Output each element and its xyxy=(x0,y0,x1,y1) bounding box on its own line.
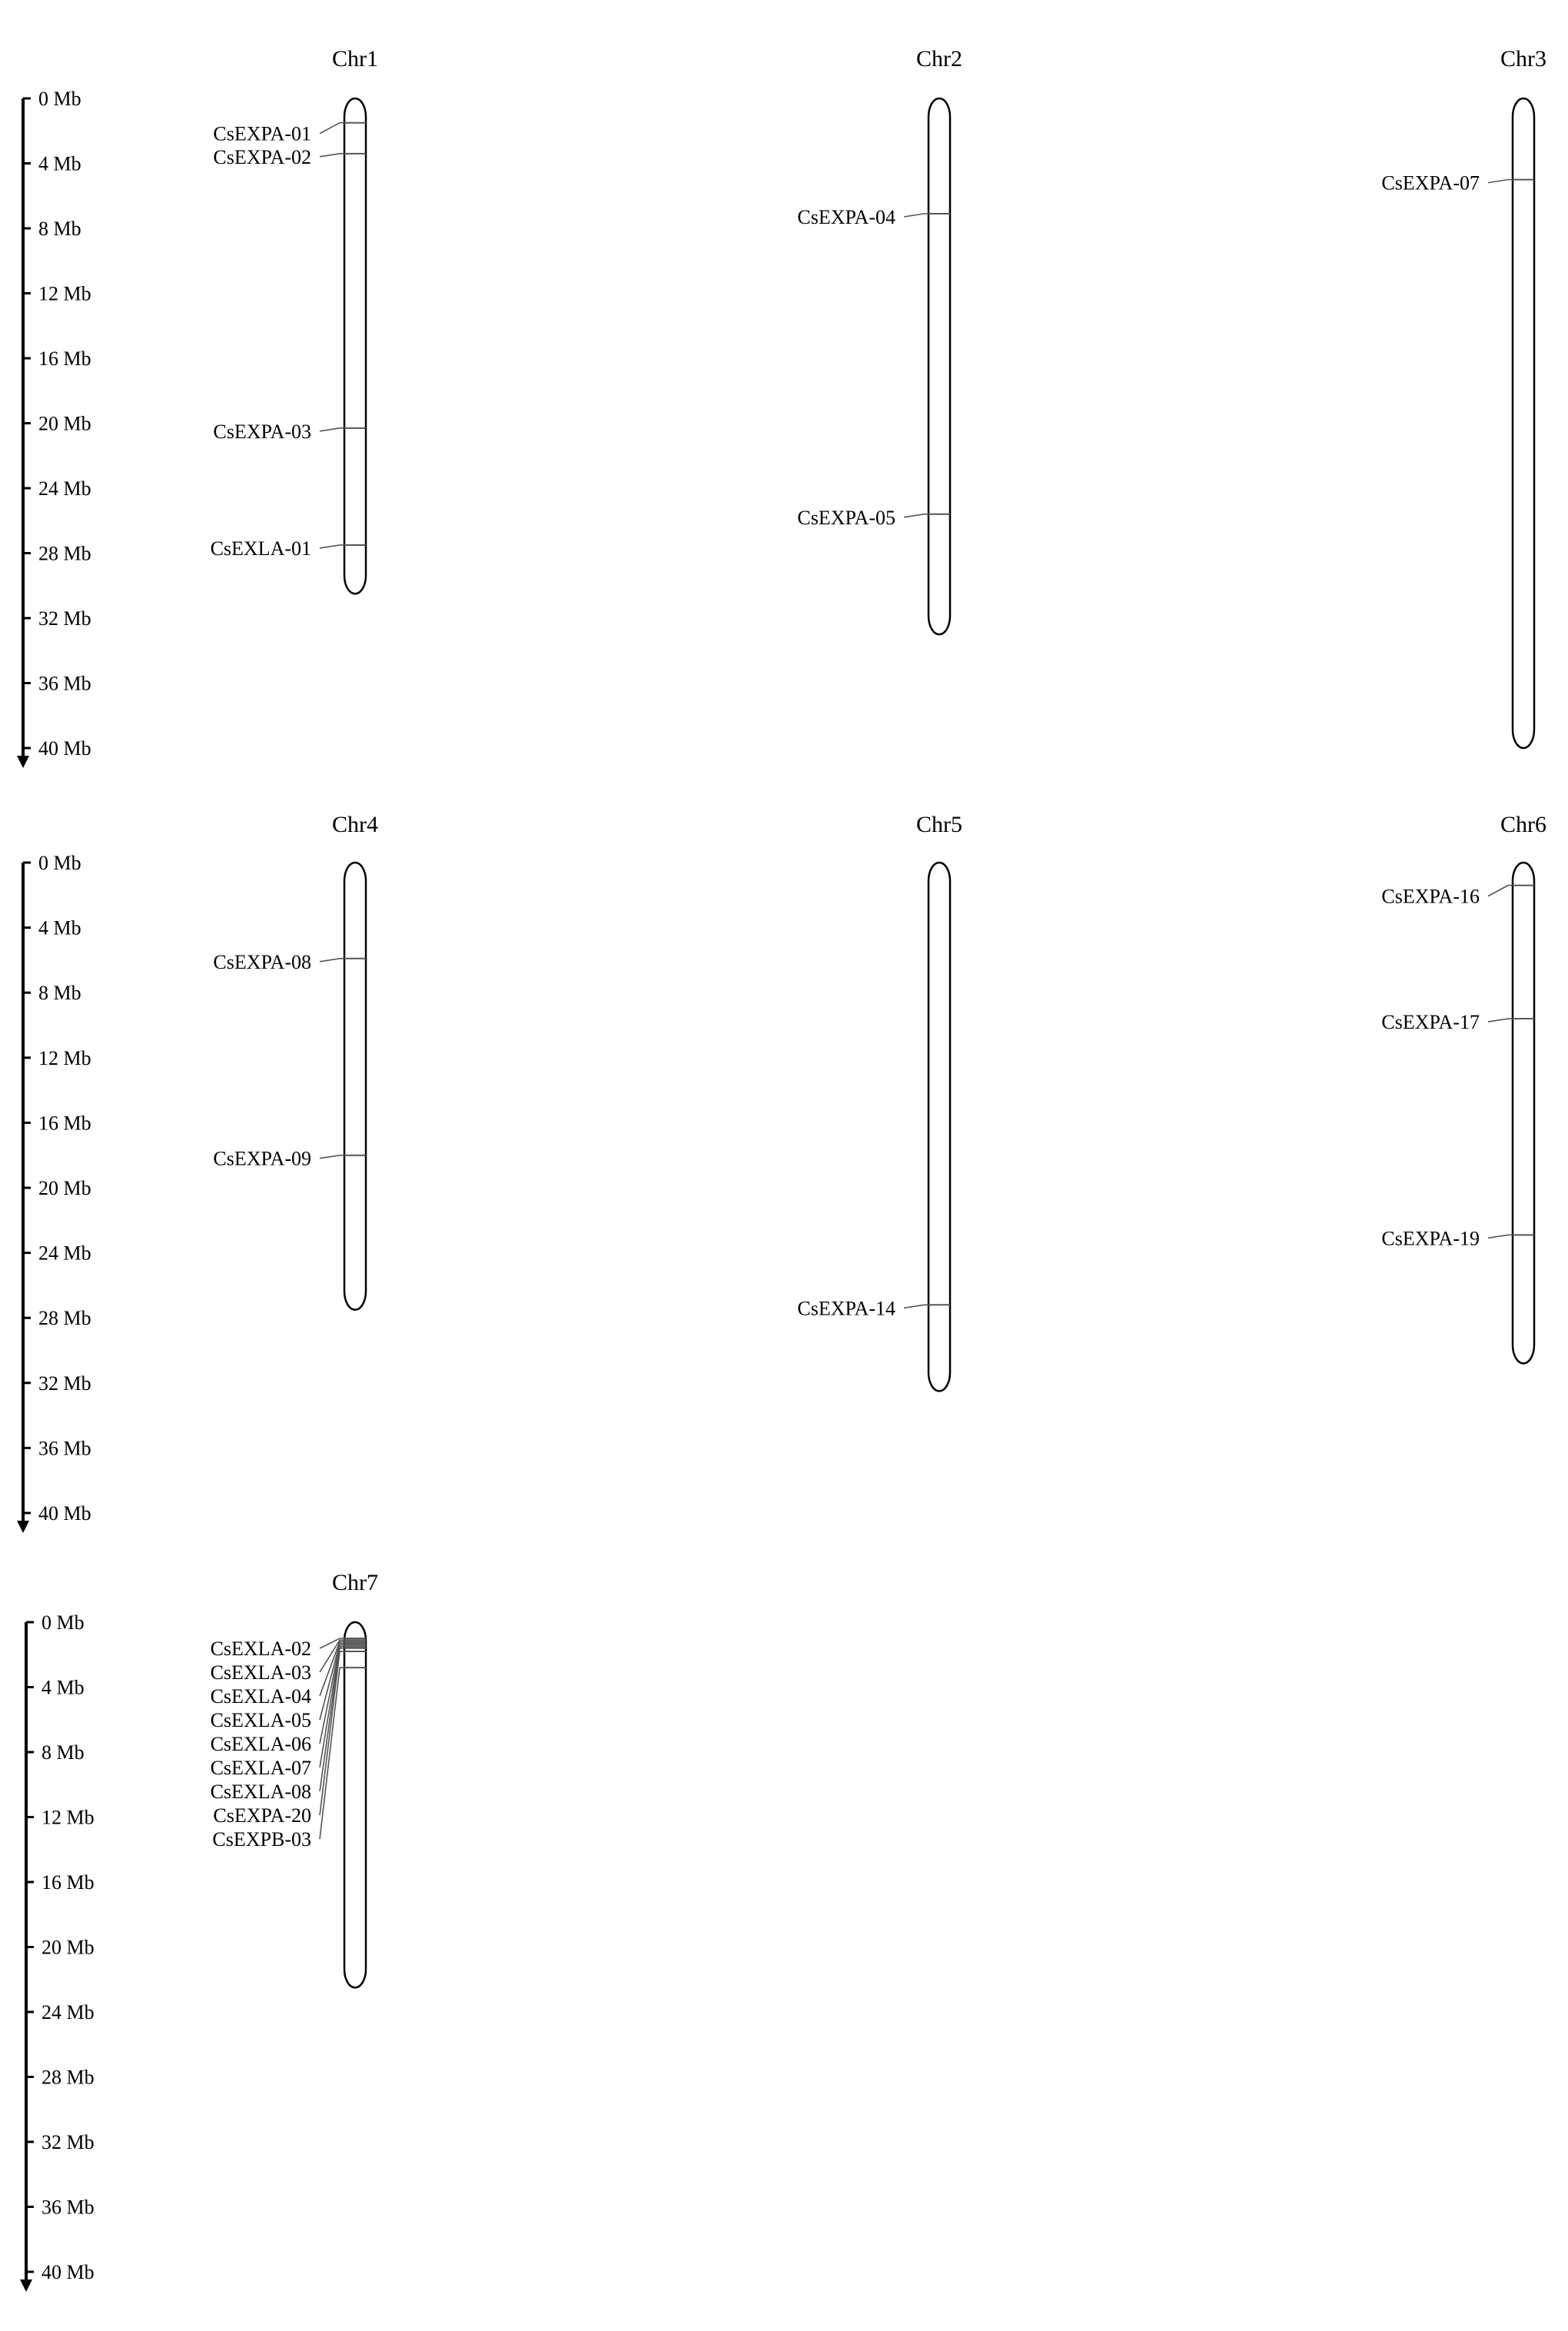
gene-label: CsEXLA-08 xyxy=(210,1781,311,1803)
gene-connector xyxy=(320,154,344,157)
ruler-tick-label: 4 Mb xyxy=(42,1676,85,1699)
ruler-tick-label: 28 Mb xyxy=(38,1307,91,1330)
ruler-tick-label: 32 Mb xyxy=(38,1372,91,1395)
gene-label: CsEXPA-07 xyxy=(1381,171,1480,195)
gene-connector xyxy=(904,514,929,517)
gene-connector xyxy=(1488,1019,1513,1022)
gene-label: CsEXPA-14 xyxy=(797,1297,895,1320)
ruler-arrow-icon xyxy=(17,1521,29,1533)
gene-label: CsEXLA-02 xyxy=(210,1638,311,1660)
ruler-tick-label: 24 Mb xyxy=(38,1242,91,1265)
gene-label: CsEXPA-08 xyxy=(213,950,311,973)
ruler-tick-label: 12 Mb xyxy=(42,1806,95,1829)
chromosome-title: Chr6 xyxy=(1500,812,1546,837)
ruler-tick-label: 40 Mb xyxy=(42,2261,95,2283)
gene-label: CsEXLA-05 xyxy=(210,1709,311,1731)
gene-connector xyxy=(1488,180,1513,183)
ruler-tick-label: 20 Mb xyxy=(38,1177,91,1199)
ruler-tick-label: 4 Mb xyxy=(38,916,81,939)
ruler-tick-label: 8 Mb xyxy=(42,1741,85,1764)
gene-connector xyxy=(320,959,344,962)
gene-label: CsEXPB-03 xyxy=(212,1828,311,1851)
chromosome-title: Chr2 xyxy=(916,46,962,71)
ruler-tick-label: 20 Mb xyxy=(42,1936,95,1959)
gene-label: CsEXPA-19 xyxy=(1381,1227,1480,1250)
ruler-tick-label: 36 Mb xyxy=(38,1437,91,1460)
ruler-tick-label: 36 Mb xyxy=(42,2196,95,2219)
gene-label: CsEXPA-02 xyxy=(213,145,311,168)
ruler-tick-label: 8 Mb xyxy=(38,218,81,240)
ruler-tick-label: 20 Mb xyxy=(38,412,91,435)
ruler-tick-label: 32 Mb xyxy=(38,607,91,630)
gene-connector xyxy=(320,428,344,431)
ruler-tick-label: 16 Mb xyxy=(38,347,91,370)
ruler-tick-label: 28 Mb xyxy=(42,2066,95,2089)
ruler-tick-label: 0 Mb xyxy=(38,88,81,110)
chromosome-title: Chr7 xyxy=(332,1570,378,1595)
ruler-tick-label: 4 Mb xyxy=(38,152,81,175)
ruler-tick-label: 24 Mb xyxy=(38,477,91,500)
ruler-arrow-icon xyxy=(17,756,29,768)
gene-connector xyxy=(320,1648,344,1791)
gene-label: CsEXLA-04 xyxy=(210,1685,311,1708)
ruler-tick-label: 40 Mb xyxy=(38,737,91,760)
gene-connector xyxy=(320,1641,344,1696)
ruler-tick-label: 28 Mb xyxy=(38,542,91,565)
chromosome-title: Chr1 xyxy=(332,46,378,71)
chromosome-body xyxy=(1513,863,1534,1363)
gene-label: CsEXLA-07 xyxy=(210,1757,311,1779)
chromosome-body xyxy=(929,863,950,1391)
ruler-tick-label: 36 Mb xyxy=(38,672,91,695)
ruler-tick-label: 0 Mb xyxy=(42,1611,85,1634)
ruler-tick-label: 16 Mb xyxy=(42,1871,95,1894)
chromosome-title: Chr5 xyxy=(916,812,962,837)
chromosome-body xyxy=(344,98,366,594)
ruler-arrow-icon xyxy=(20,2279,32,2292)
chromosome-title: Chr4 xyxy=(332,812,378,837)
gene-label: CsEXPA-05 xyxy=(797,506,895,529)
gene-label: CsEXLA-03 xyxy=(210,1661,311,1684)
chromosome-body xyxy=(344,1622,366,1987)
ruler-tick-label: 16 Mb xyxy=(38,1112,91,1135)
gene-connector xyxy=(904,1305,929,1308)
gene-label: CsEXPA-16 xyxy=(1381,885,1480,908)
gene-label: CsEXLA-06 xyxy=(210,1733,311,1755)
gene-label: CsEXPA-04 xyxy=(797,205,895,228)
ruler-tick-label: 12 Mb xyxy=(38,282,91,305)
gene-label: CsEXPA-01 xyxy=(213,122,311,145)
gene-connector xyxy=(320,545,344,548)
gene-label: CsEXPA-09 xyxy=(213,1147,311,1170)
gene-connector xyxy=(320,123,344,134)
gene-label: CsEXLA-01 xyxy=(210,537,311,560)
ruler-tick-label: 8 Mb xyxy=(38,982,81,1005)
ruler-tick-label: 12 Mb xyxy=(38,1046,91,1069)
gene-label: CsEXPA-17 xyxy=(1381,1011,1480,1034)
ruler-tick-label: 0 Mb xyxy=(38,852,81,874)
gene-connector xyxy=(1488,886,1513,896)
gene-label: CsEXPA-20 xyxy=(213,1804,311,1827)
gene-connector xyxy=(320,1156,344,1159)
chromosome-title: Chr3 xyxy=(1500,46,1546,71)
ruler-tick-label: 24 Mb xyxy=(42,2001,95,2023)
gene-label: CsEXPA-03 xyxy=(213,420,311,443)
chromosome-body xyxy=(929,98,950,634)
chromosome-body xyxy=(1513,98,1534,748)
gene-connector xyxy=(904,214,929,217)
ruler-tick-label: 40 Mb xyxy=(38,1502,91,1525)
gene-connector xyxy=(1488,1235,1513,1238)
chromosome-body xyxy=(344,863,366,1310)
ruler-tick-label: 32 Mb xyxy=(42,2131,95,2153)
